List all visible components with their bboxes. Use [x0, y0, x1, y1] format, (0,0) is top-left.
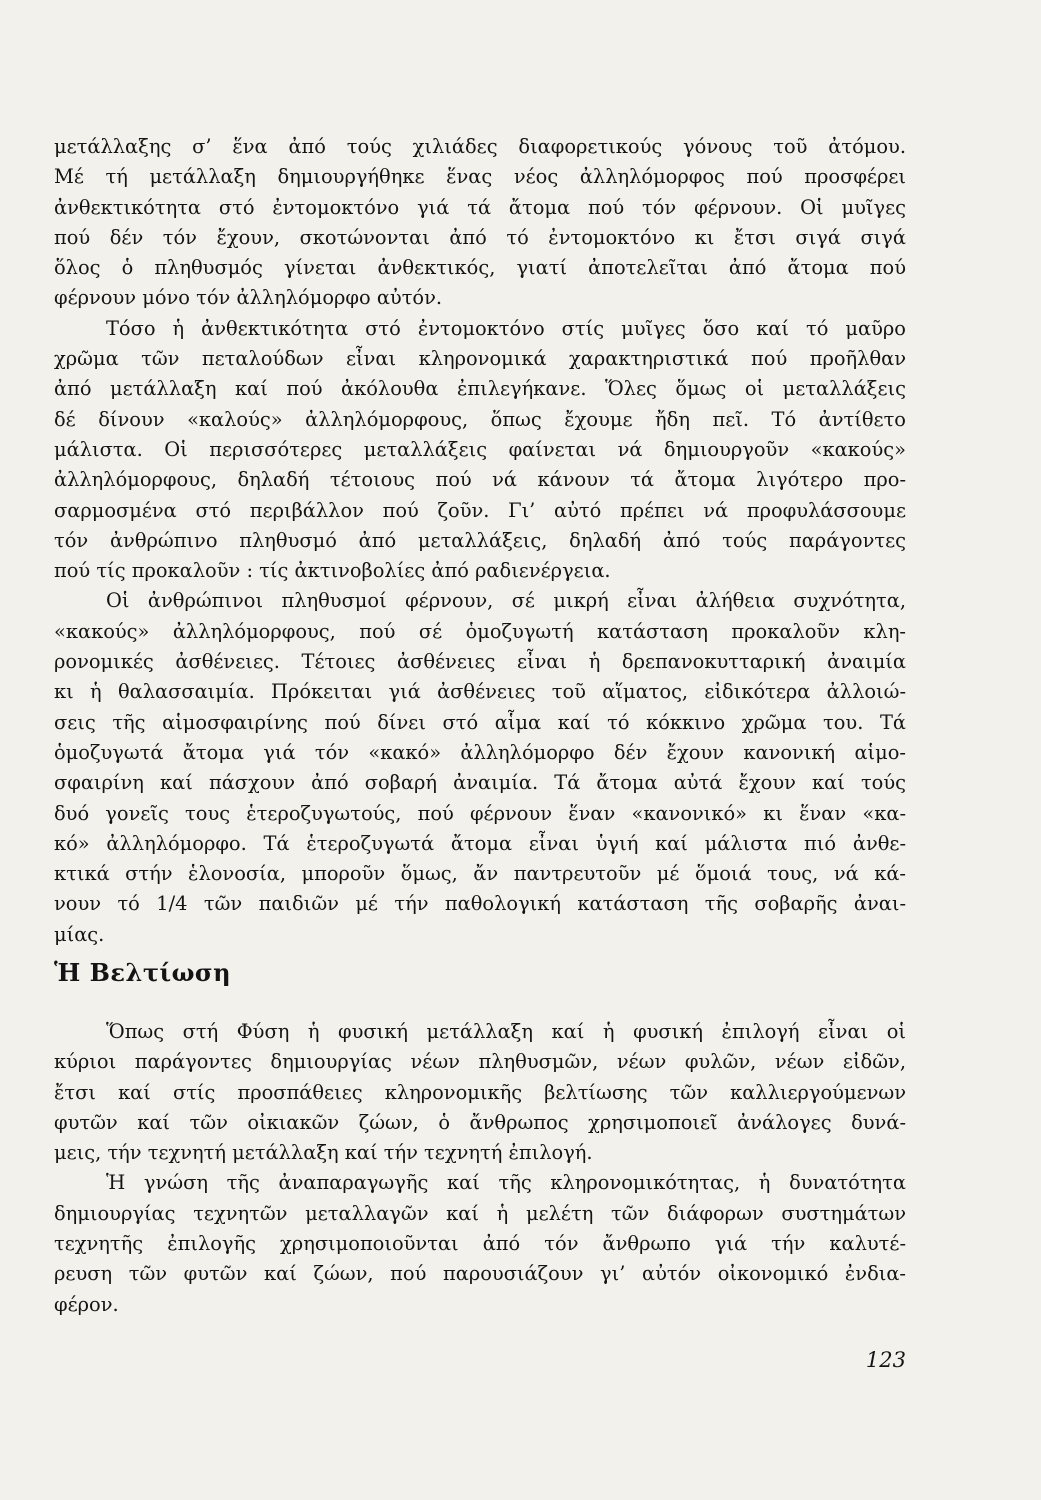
text-line: ἀλληλόμορφους, δηλαδή τέτοιους πού νά κάνουν τά ἄτομα λιγότερο προ- [54, 468, 906, 492]
paragraph [54, 314, 906, 587]
text-line: φυτῶν καί τῶν οἰκιακῶν ζώων, ὁ ἄνθρωπος χρησιμοποιεῖ ἀνάλογες δυνά- [54, 1110, 906, 1134]
text-line: Ὅπως στή Φύση ἡ φυσική μετάλλαξη καί ἡ φυσική ἐπιλογή εἶναι οἱ [106, 1020, 906, 1043]
paragraph [54, 1168, 906, 1319]
section-heading: Ἡ Βελτίωση [54, 958, 232, 987]
text-line: «κακούς» ἀλληλόμορφους, πού σέ ὁμοζυγωτή κατάσταση προκαλοῦν κλη- [54, 619, 906, 643]
text-line: σεις τῆς αἱμοσφαιρίνης πού δίνει στό αἷμα καί τό κόκκινο χρῶμα του. Τά [54, 710, 906, 734]
text-block-top [54, 132, 906, 950]
text-line: κτικά στήν ἑλονοσία, μποροῦν ὅμως, ἄν παντρευτοῦν μέ ὅμοιά τους, νά κά- [54, 862, 906, 886]
text-line: φέρον. [54, 1292, 119, 1316]
text-line: ἀπό μετάλλαξη καί πού ἀκόλουθα ἐπιλεγήκανε. Ὅλες ὅμως οἱ μεταλλάξεις [54, 377, 906, 401]
text-line: μίας. [54, 922, 105, 946]
text-line: τεχνητῆς ἐπιλογῆς χρησιμοποιοῦνται ἀπό τόν ἄνθρωπο γιά τήν καλυτέ- [54, 1232, 906, 1256]
text-line: Μέ τή μετάλλαξη δημιουργήθηκε ἕνας νέος ἀλληλόμορφος πού προσφέρει [54, 165, 906, 189]
text-line: Ἡ γνώση τῆς ἀναπαραγωγῆς καί τῆς κληρονομικότητας, ἡ δυνατότητα [106, 1171, 906, 1195]
text-line: πού τίς προκαλοῦν : τίς ἀκτινοβολίες ἀπό ραδιενέργεια. [54, 559, 611, 583]
text-line: δυό γονεῖς τους ἑτεροζυγωτούς, πού φέρνουν ἕναν «κανονικό» κι ἕναν «κα- [54, 801, 906, 825]
text-line: μάλιστα. Οἱ περισσότερες μεταλλάξεις φαίνεται νά δημιουργοῦν «κακούς» [54, 437, 906, 461]
text-line: ὁμοζυγωτά ἄτομα γιά τόν «κακό» ἀλληλόμορφο δέν ἔχουν κανονική αἱμο- [54, 740, 906, 764]
paragraph [54, 132, 906, 314]
text-line: τόν ἀνθρώπινο πληθυσμό ἀπό μεταλλάξεις, δηλαδή ἀπό τούς παράγοντες [54, 528, 906, 552]
page-number: 123 [865, 1348, 906, 1372]
text-line: ἔτσι καί στίς προσπάθειες κληρονομικῆς βελτίωσης τῶν καλλιεργούμενων [54, 1080, 906, 1104]
text-line: σαρμοσμένα στό περιβάλλον πού ζοῦν. Γι’ αὐτό πρέπει νά προφυλάσσουμε [54, 498, 906, 522]
text-line: κι ἡ θαλασσαιμία. Πρόκειται γιά ἀσθένειες τοῦ αἵματος, εἰδικότερα ἀλλοιώ- [54, 680, 906, 704]
text-line: κύριοι παράγοντες δημιουργίας νέων πληθυσμῶν, νέων φυλῶν, νέων εἰδῶν, [54, 1050, 906, 1074]
text-line: δημιουργίας τεχνητῶν μεταλλαγῶν καί ἡ μελέτη τῶν διάφορων συστημάτων [54, 1201, 906, 1225]
text-line: μετάλλαξης σ’ ἕνα ἀπό τούς χιλιάδες διαφορετικούς γόνους τοῦ ἀτόμου. [54, 135, 906, 158]
text-line: κό» ἀλληλόμορφο. Τά ἑτεροζυγωτά ἄτομα εἶναι ὑγιή καί μάλιστα πιό ἀνθε- [54, 831, 906, 855]
text-line: ρευση τῶν φυτῶν καί ζώων, πού παρουσιάζουν γι’ αὐτόν οἰκονομικό ἐνδια- [54, 1262, 906, 1286]
text-line: Τόσο ἡ ἀνθεκτικότητα στό ἐντομοκτόνο στίς μυῖγες ὅσο καί τό μαῦρο [106, 316, 906, 340]
text-line: πού δέν τόν ἔχουν, σκοτώνονται ἀπό τό ἐντομοκτόνο κι ἔτσι σιγά σιγά [54, 225, 906, 249]
text-line: χρῶμα τῶν πεταλούδων εἶναι κληρονομικά χαρακτηριστικά πού προῆλθαν [54, 347, 906, 371]
paragraph [54, 586, 906, 950]
paragraph [54, 1017, 906, 1168]
text-line: ἀνθεκτικότητα στό ἐντομοκτόνο γιά τά ἄτομα πού τόν φέρνουν. Οἱ μυῖγες [54, 195, 906, 219]
text-block-bottom [54, 1017, 906, 1320]
text-line: μεις, τήν τεχνητή μετάλλαξη καί τήν τεχνητή ἐπιλογή. [54, 1141, 593, 1165]
text-line: φέρνουν μόνο τόν ἀλληλόμορφο αὐτόν. [54, 286, 443, 310]
text-line: Οἱ ἀνθρώπινοι πληθυσμοί φέρνουν, σέ μικρή εἶναι ἀλήθεια συχνότητα, [106, 589, 906, 613]
text-line: ὅλος ὁ πληθυσμός γίνεται ἀνθεκτικός, γιατί ἀποτελεῖται ἀπό ἄτομα πού [54, 256, 906, 280]
text-line: σφαιρίνη καί πάσχουν ἀπό σοβαρή ἀναιμία. Τά ἄτομα αὐτά ἔχουν καί τούς [54, 771, 906, 795]
text-line: ρονομικές ἀσθένειες. Τέτοιες ἀσθένειες εἶναι ἡ δρεπανοκυτταρική ἀναιμία [54, 650, 906, 674]
text-line: δέ δίνουν «καλούς» ἀλληλόμορφους, ὅπως ἔχουμε ἤδη πεῖ. Τό ἀντίθετο [54, 407, 906, 431]
text-line: νουν τό 1/4 τῶν παιδιῶν μέ τήν παθολογική κατάσταση τῆς σοβαρῆς ἀναι- [54, 892, 906, 916]
